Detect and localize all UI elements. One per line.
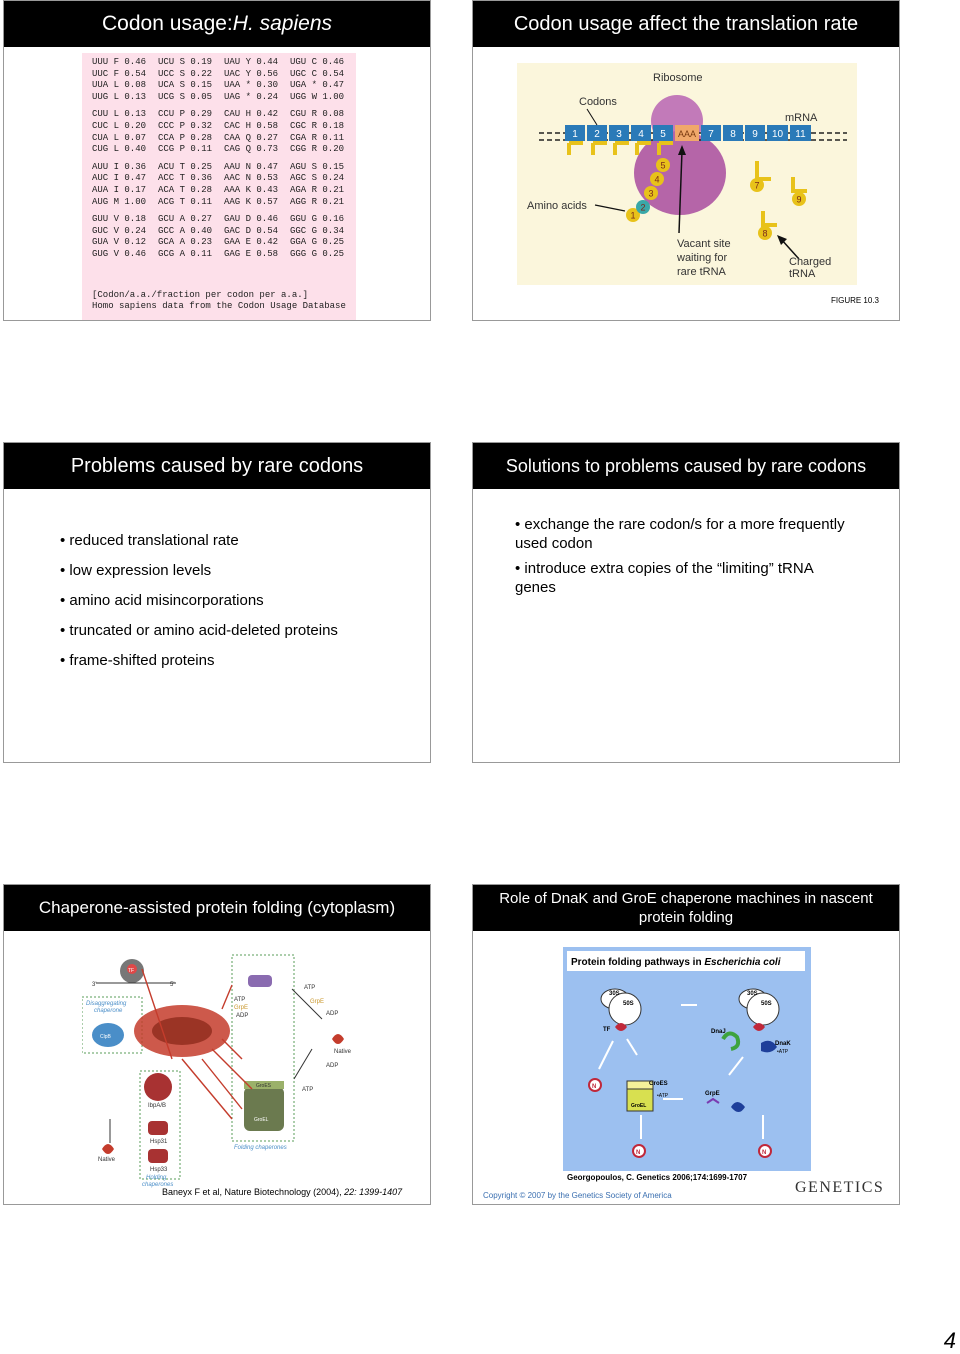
atp-label-1: ATP	[234, 997, 246, 1003]
codon-cell: CCC P 0.32	[158, 120, 213, 131]
label-native: N	[636, 1150, 641, 1156]
tf-label: TF	[128, 968, 135, 974]
codon-cell: CUA L 0.07	[92, 132, 147, 143]
codon-cell: GUG V 0.46	[92, 248, 147, 259]
slide-chaperone-folding	[3, 884, 431, 1205]
codon-cell: GGC G 0.34	[290, 225, 345, 236]
grpe-label-1: GrpE	[234, 1005, 249, 1011]
aggregate-core-icon	[152, 1017, 212, 1045]
vacant-label-line-2: waiting for	[677, 252, 728, 264]
charged-amino-acid-number: 7	[754, 180, 760, 191]
codon-number-label: 8	[730, 129, 736, 140]
groes-label: GroES	[256, 1083, 272, 1089]
codon-cell: GCG A 0.11	[158, 248, 213, 259]
atp-label-2: ATP	[304, 985, 316, 991]
slide-title-text: Codon usage:	[102, 12, 233, 35]
label-dnak: DnaK	[775, 1041, 791, 1047]
hsp31-icon	[148, 1121, 168, 1135]
holding-chaperones-label: chaperones	[142, 1182, 174, 1188]
slide-title-species: H. sapiens	[232, 12, 332, 35]
amino-acid-number: 3	[648, 188, 654, 199]
codon-cell: UUU F 0.46	[92, 57, 147, 67]
solution-item: • introduce extra copies of the “limiting” tRNA genes	[515, 559, 845, 597]
label-groel: GroEL	[631, 1103, 647, 1109]
label-50s-right: 50S	[761, 1001, 772, 1007]
codon-cell: CGC R 0.18	[290, 120, 345, 131]
codon-number-label: 7	[708, 129, 714, 140]
problem-item: • amino acid misincorporations	[60, 591, 338, 610]
codon-footnote-line-2: Homo sapiens data from the Codon Usage Database	[92, 301, 346, 311]
figure-citation: Georgopoulos, C. Genetics 2006;174:1699-1707	[567, 1173, 748, 1182]
codon-cell: AAG K 0.57	[224, 196, 279, 207]
page-number: 4	[943, 1328, 956, 1353]
codon-cell: CGU R 0.08	[290, 109, 345, 120]
codon-cell: AGC S 0.24	[290, 173, 345, 184]
amino-acid-number: 1	[630, 210, 636, 221]
chaperone-pathway-figure	[82, 949, 362, 1189]
codon-cell: CUG L 0.40	[92, 144, 147, 155]
groel-label: GroEL	[254, 1117, 269, 1123]
codon-cell: GCC A 0.40	[158, 225, 213, 236]
label-dnak-atp: •ATP	[777, 1049, 789, 1055]
citation-text: Baneyx F et al, Nature Biotechnology (2004),	[162, 1187, 345, 1197]
codon-number-label: 9	[752, 129, 758, 140]
codon-usage-table	[82, 53, 356, 321]
codon-number-label: 3	[616, 129, 622, 140]
codon-cell: ACC T 0.36	[158, 173, 213, 184]
disaggregating-label: Disaggregating	[86, 1001, 127, 1007]
codon-cell: CUU L 0.13	[92, 109, 147, 120]
ibpab-icon	[144, 1073, 172, 1101]
ribosome-50s-left	[609, 993, 641, 1025]
clpb-label: ClpB	[100, 1034, 111, 1040]
vacant-label-line-3: rare tRNA	[677, 266, 726, 278]
folding-chaperones-label: Folding chaperones	[234, 1145, 287, 1151]
label-50s-left: 50S	[623, 1001, 634, 1007]
five-prime-label: 5'	[170, 982, 175, 988]
slide-title: Codon usage affect the translation rate	[473, 1, 899, 47]
charged-amino-acid-number: 9	[796, 194, 802, 205]
codon-cell: UAA * 0.30	[224, 80, 279, 91]
codon-cell: UAC Y 0.56	[224, 68, 279, 79]
vacant-label-line-1: Vacant site	[677, 238, 731, 250]
codon-cell: AGU S 0.15	[290, 161, 345, 172]
codon-cell: UUA L 0.08	[92, 80, 147, 91]
mrna-label: mRNA	[785, 112, 818, 124]
charged-amino-acid-number: 8	[762, 228, 768, 239]
label-grpe: GrpE	[705, 1091, 720, 1097]
slide-dnak-groe	[472, 884, 900, 1205]
copyright-notice: Copyright © 2007 by the Genetics Society of America	[483, 1191, 672, 1200]
label-groes-atp: •ATP	[657, 1093, 669, 1099]
charged-label-line-1: Charged	[789, 256, 832, 268]
citation-volume: 22: 1399-1407	[344, 1187, 403, 1197]
amino-acid-number: 2	[640, 202, 646, 213]
codon-number-label: 10	[771, 129, 784, 140]
codon-table-footnote	[92, 290, 346, 312]
codon-cell: CAU H 0.42	[224, 109, 279, 120]
codon-cell: ACU T 0.25	[158, 161, 213, 172]
hsp31-label: Hsp31	[150, 1139, 168, 1145]
problem-item: • truncated or amino acid-deleted proteins	[60, 621, 338, 640]
dnak-icon	[248, 975, 272, 987]
codon-cell: CUC L 0.20	[92, 120, 147, 131]
slide-title	[4, 1, 430, 47]
amino-acids-label: Amino acids	[527, 200, 587, 212]
figure-title: Protein folding pathways in Escherichia coli	[571, 957, 781, 968]
label-30s-right: 30S	[747, 991, 758, 997]
codon-number-label: 1	[572, 129, 578, 140]
codon-cell: UUG L 0.13	[92, 91, 147, 102]
hsp33-icon	[148, 1149, 168, 1163]
codon-cell: AGA R 0.21	[290, 184, 345, 195]
figure-background	[82, 949, 362, 1189]
holding-label: Holding	[146, 1175, 167, 1181]
adp-label-3: ADP	[326, 1063, 339, 1069]
codon-cell: UCC S 0.22	[158, 68, 213, 79]
codon-cell: GAC D 0.54	[224, 225, 279, 236]
codon-cell: CAC H 0.58	[224, 120, 279, 131]
translation-figure	[517, 63, 857, 285]
codon-cell: AAA K 0.43	[224, 184, 279, 195]
codon-cell: GUC V 0.24	[92, 225, 147, 236]
codon-cell: ACG T 0.11	[158, 196, 213, 207]
codon-cell: AUA I 0.17	[92, 184, 147, 195]
grpe-label-2: GrpE	[310, 999, 325, 1005]
solution-item: • exchange the rare codon/s for a more frequently used codon	[515, 515, 845, 553]
problem-item: • low expression levels	[60, 561, 338, 580]
codon-cell: UCU S 0.19	[158, 57, 213, 67]
codon-cell: GAA E 0.42	[224, 237, 279, 248]
codon-cell: CGG R 0.20	[290, 144, 345, 155]
label-native: N	[592, 1084, 597, 1090]
native-right-label: Native	[334, 1049, 352, 1055]
problem-list	[60, 531, 338, 681]
slide-title: Solutions to problems caused by rare codons	[473, 443, 899, 489]
adp-label-2: ADP	[326, 1011, 339, 1017]
codon-cell: AUG M 1.00	[92, 196, 147, 207]
codons-label: Codons	[579, 96, 617, 108]
ribosome-50s-right	[747, 993, 779, 1025]
codon-cell: CCG P 0.11	[158, 144, 213, 155]
slide-title: Problems caused by rare codons	[4, 443, 430, 489]
codon-cell: AGG R 0.21	[290, 196, 345, 207]
figure-label: FIGURE 10.3	[830, 296, 879, 305]
codon-cell: GAG E 0.58	[224, 248, 279, 259]
codon-cell: CGA R 0.11	[290, 132, 345, 143]
solution-list	[515, 515, 845, 603]
codon-cell: GAU D 0.46	[224, 214, 279, 225]
groel-icon	[244, 1087, 284, 1131]
slide-translation-rate	[472, 0, 900, 321]
codon-cell: AAU N 0.47	[224, 161, 279, 172]
problem-item: • reduced translational rate	[60, 531, 338, 550]
slide-codon-usage	[3, 0, 431, 321]
codon-cell: UGC C 0.54	[290, 68, 345, 79]
slide-rare-codon-problems	[3, 442, 431, 763]
ribosome-label: Ribosome	[653, 72, 703, 84]
codon-cell: GCA A 0.23	[158, 237, 213, 248]
codon-cell: UGA * 0.47	[290, 80, 345, 91]
codon-cell: GGA G 0.25	[290, 237, 345, 248]
hsp33-label: Hsp33	[150, 1167, 168, 1173]
codon-cell: GUU V 0.18	[92, 214, 147, 225]
amino-acid-number: 4	[654, 174, 660, 185]
adp-label-1: ADP	[236, 1013, 249, 1019]
three-prime-label: 3'	[92, 982, 97, 988]
codon-number-label: 4	[638, 129, 644, 140]
codon-cell: GCU A 0.27	[158, 214, 213, 225]
codon-footnote-line-1: [Codon/a.a./fraction per codon per a.a.]	[92, 290, 309, 300]
codon-cell: UGG W 1.00	[290, 91, 345, 102]
codon-cell: UCG S 0.05	[158, 91, 213, 102]
codon-number-label: AAA	[677, 129, 697, 139]
label-groes: GroES	[649, 1081, 668, 1087]
codon-cell: UAG * 0.24	[224, 91, 279, 102]
label-30s-left: 30S	[609, 991, 620, 997]
ibpab-label: IbpA/B	[148, 1103, 167, 1109]
codon-cell: AUU I 0.36	[92, 161, 147, 172]
slide-rare-codon-solutions	[472, 442, 900, 763]
codon-cell: UUC F 0.54	[92, 68, 147, 79]
slide-title: Chaperone-assisted protein folding (cytoplasm)	[4, 885, 430, 931]
codon-cell: AAC N 0.53	[224, 173, 279, 184]
label-dnaj: DnaJ	[711, 1029, 726, 1035]
codon-cell: UCA S 0.15	[158, 80, 213, 91]
slide-title: Role of DnaK and GroE chaperone machines in nascent protein folding	[473, 885, 899, 931]
codon-cell: UAU Y 0.44	[224, 57, 279, 67]
codon-number-label: 2	[594, 129, 600, 140]
label-tf: TF	[603, 1027, 611, 1033]
codon-cell: CCU P 0.29	[158, 109, 213, 120]
codon-cell: AUC I 0.47	[92, 173, 147, 184]
charged-label-line-2: tRNA	[789, 268, 816, 280]
amino-acid-number: 5	[660, 160, 666, 171]
genetics-journal-logo: GENETICS	[795, 1179, 885, 1196]
atp-label-3: ATP	[302, 1087, 314, 1093]
codon-cell: GGG G 0.25	[290, 248, 345, 259]
figure-background	[563, 947, 811, 1171]
codon-cell: GGU G 0.16	[290, 214, 345, 225]
codon-cell: GUA V 0.12	[92, 237, 147, 248]
problem-item: • frame-shifted proteins	[60, 651, 338, 670]
codon-cell: ACA T 0.28	[158, 184, 213, 195]
codon-grid	[92, 57, 356, 261]
codon-cell: UGU C 0.46	[290, 57, 345, 67]
folding-pathways-figure	[563, 947, 811, 1171]
disaggregating-chaperone-label: chaperone	[94, 1008, 123, 1014]
figure-citation	[162, 1187, 402, 1197]
native-left-label: Native	[98, 1157, 116, 1163]
codon-number-label: 5	[660, 129, 666, 140]
label-native: N	[762, 1150, 767, 1156]
codon-cell: CAA Q 0.27	[224, 132, 279, 143]
codon-cell: CCA P 0.28	[158, 132, 213, 143]
codon-boxes	[565, 125, 811, 141]
codon-cell: CAG Q 0.73	[224, 144, 279, 155]
codon-number-label: 11	[795, 129, 806, 140]
